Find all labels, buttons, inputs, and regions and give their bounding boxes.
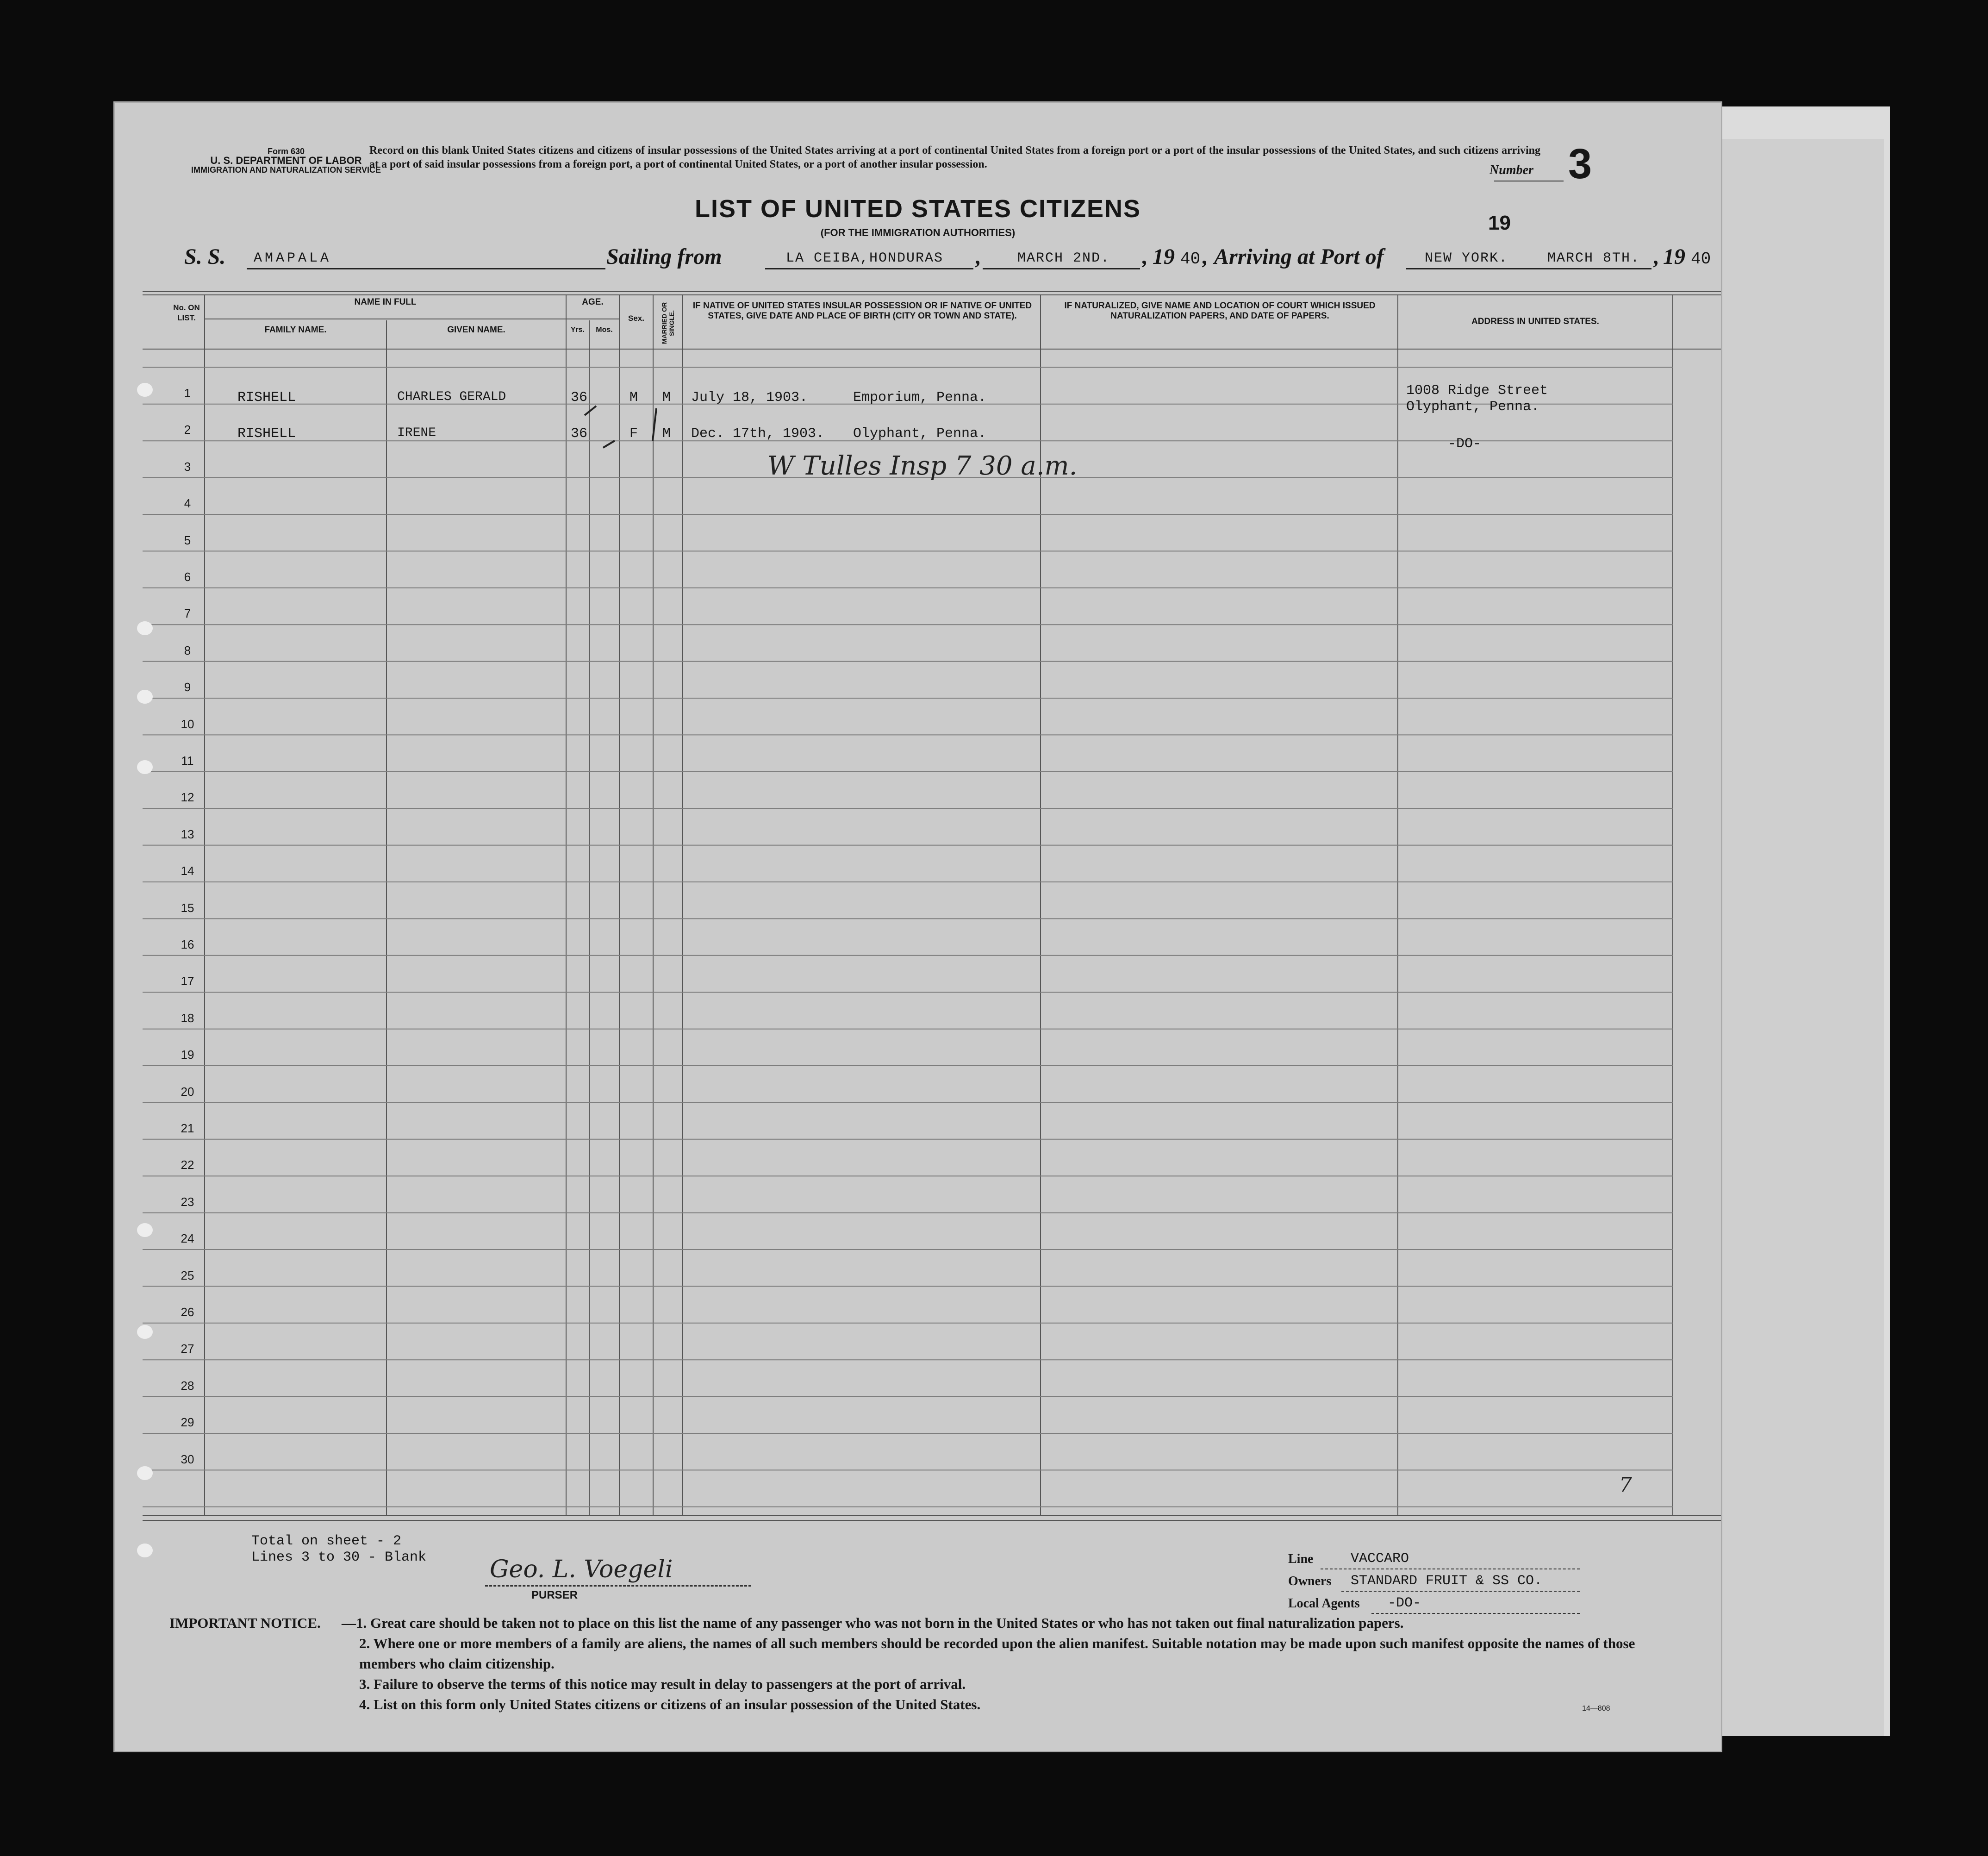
table-row-2-family: RISHELL — [237, 426, 296, 442]
row-number: 27 — [181, 1342, 194, 1356]
col-header-sex: Sex. — [628, 314, 644, 323]
row-number: 29 — [181, 1415, 194, 1430]
handwritten-tally-marks — [531, 371, 809, 455]
row-number: 24 — [181, 1231, 194, 1246]
department: U. S. DEPARTMENT OF LABOR — [210, 155, 362, 166]
row-number: 20 — [181, 1084, 194, 1099]
row-number: 22 — [181, 1158, 194, 1172]
blank-lines-note: Lines 3 to 30 - Blank — [251, 1550, 427, 1565]
instructions-text: Record on this blank United States citizens and citizens of insular possessions of the United States arriving at a port of continental United States from a foreign port or a port of the insular possessions of the United States, and such citizens arriving at a port of said insular possessions from a foreign port, a port of continental United States, or a port of another insular possession. — [369, 144, 1540, 170]
row-number: 14 — [181, 864, 194, 878]
punch-hole — [137, 1544, 153, 1557]
purser-signature: Geo. L. Voegeli — [490, 1556, 673, 1583]
col-header-married: MARRIED OR SINGLE. — [661, 302, 675, 344]
page-subtitle: (FOR THE IMMIGRATION AUTHORITIES) — [820, 227, 1016, 238]
arriving-date: MARCH 8TH. — [1547, 250, 1640, 266]
table-row-2-birth-place: Olyphant, Penna. — [853, 426, 987, 442]
punch-hole — [137, 760, 153, 774]
col-header-native: IF NATIVE OF UNITED STATES INSULAR POSSESSION OR IF NATIVE OF UNITED STATES, GIVE DATE AND PLACE OF BIRTH (CITY OR TOWN AND STATE). — [692, 301, 1032, 321]
col-header-mos: Mos. — [596, 326, 613, 334]
row-number: 4 — [184, 496, 191, 511]
arriving-label: Arriving at Port of — [1214, 244, 1384, 269]
punch-hole — [137, 690, 153, 704]
sailing-label: Sailing from — [606, 244, 722, 269]
row-number: 26 — [181, 1305, 194, 1319]
col-header-name: NAME IN FULL — [354, 297, 417, 307]
table-row-2-yrs: 36 — [571, 426, 588, 442]
owners-value: STANDARD FRUIT & SS CO. — [1351, 1573, 1543, 1589]
page-title: LIST OF UNITED STATES CITIZENS — [695, 195, 1141, 223]
col-header-no: No. ON LIST. — [173, 303, 200, 322]
table-row-2-address: -DO- — [1448, 436, 1482, 452]
row-number: 30 — [181, 1452, 194, 1466]
ss-label: S. S. — [184, 244, 226, 269]
row-number: 18 — [181, 1011, 194, 1025]
form-code: 14—808 — [1582, 1705, 1610, 1712]
purser-label: PURSER — [531, 1589, 578, 1601]
table-row-1-married: M — [662, 390, 671, 406]
table-row-2-married: M — [662, 426, 671, 442]
table-row-1-birth-place: Emporium, Penna. — [853, 390, 987, 406]
number-value: 3 — [1568, 140, 1592, 187]
punch-hole — [137, 1223, 153, 1237]
row-number: 15 — [181, 900, 194, 915]
row-number: 2 — [184, 423, 191, 437]
row-number: 9 — [184, 680, 191, 694]
col-header-given: GIVEN NAME. — [447, 325, 505, 335]
owners-underline — [1341, 1591, 1580, 1592]
row-number: 5 — [184, 533, 191, 547]
number-label: Number — [1489, 163, 1533, 177]
punch-hole — [137, 621, 153, 635]
sailing-from: LA CEIBA,HONDURAS — [786, 250, 944, 266]
notice-label: IMPORTANT NOTICE. — [169, 1615, 321, 1631]
year-mark: 19 — [1488, 212, 1511, 234]
notice-3: 3. Failure to observe the terms of this notice may result in delay to passengers at the port of arrival. — [359, 1676, 966, 1692]
row-number: 28 — [181, 1378, 194, 1393]
punch-hole — [137, 1466, 153, 1480]
row-number: 7 — [184, 606, 191, 621]
row-number: 11 — [181, 754, 194, 768]
table-row-1-address-line1: 1008 Ridge Street — [1406, 383, 1548, 399]
row-number: 6 — [184, 570, 191, 584]
agents-value: -DO- — [1388, 1595, 1421, 1611]
row-number: 10 — [181, 717, 194, 731]
row-number: 3 — [184, 459, 191, 474]
sailing-date: MARCH 2ND. — [1017, 250, 1110, 266]
table-row-2-sex: F — [629, 426, 638, 442]
col-header-yrs: Yrs. — [570, 326, 585, 334]
row-number: 17 — [181, 974, 194, 988]
table-row-1-yrs: 36 — [571, 390, 588, 406]
ledger-grid — [115, 103, 1721, 1751]
sailing-year: 40 — [1180, 250, 1201, 269]
row-number: 8 — [184, 643, 191, 657]
line-label: Line — [1288, 1552, 1314, 1566]
row-number: 1 — [184, 386, 191, 400]
row-number: 13 — [181, 827, 194, 841]
agents-label: Local Agents — [1288, 1596, 1360, 1611]
col-header-address: ADDRESS IN UNITED STATES. — [1471, 317, 1599, 326]
arriving-year: 40 — [1691, 250, 1711, 269]
row-number: 23 — [181, 1194, 194, 1209]
col-header-naturalized: IF NATURALIZED, GIVE NAME AND LOCATION OF COURT WHICH ISSUED NATURALIZATION PAPERS, AND DATE OF PAPERS. — [1064, 301, 1376, 321]
col-header-family: FAMILY NAME. — [264, 325, 327, 335]
punch-hole — [137, 1325, 153, 1339]
voyage-line: S. S. AMAPALA Sailing from LA CEIBA,HONDURAS , MARCH 2ND. , 19 40 , Arriving at Port of NEW YORK. MARCH 8TH. , 19 40 — [184, 244, 1711, 269]
owners-label: Owners — [1288, 1574, 1332, 1588]
manifest-sheet — [115, 103, 1721, 1751]
punch-hole — [137, 383, 153, 397]
sailing-year-prefix: 19 — [1153, 244, 1175, 269]
total-on-sheet: Total on sheet - 2 — [251, 1533, 402, 1549]
notice-1: —1. Great care should be taken not to place on this list the name of any passenger who was not born in the United States or who has not taken out final naturalization papers. — [342, 1615, 1404, 1631]
row-number: 16 — [181, 937, 194, 951]
line-value: VACCARO — [1351, 1551, 1409, 1567]
row-number: 21 — [181, 1121, 194, 1135]
table-row-1-birth-date: July 18, 1903. — [691, 390, 808, 406]
table-row-1-address-line2: Olyphant, Penna. — [1406, 399, 1540, 415]
arriving-year-prefix: 19 — [1663, 244, 1685, 269]
inspector-note: W Tulles Insp 7 30 a.m. — [767, 451, 1078, 481]
corner-mark: 7 — [1619, 1473, 1632, 1497]
row-number: 25 — [181, 1268, 194, 1282]
row-number: 19 — [181, 1048, 194, 1062]
form-number: Form 630 — [267, 147, 305, 156]
signature-line — [485, 1585, 751, 1587]
col-header-age: AGE. — [582, 297, 604, 307]
table-row-1-family: RISHELL — [237, 390, 296, 406]
notice-4: 4. List on this form only United States citizens or citizens of an insular possession of the United States. — [359, 1696, 981, 1712]
row-number: 12 — [181, 790, 194, 805]
arriving-port: NEW YORK. — [1425, 250, 1508, 266]
service: IMMIGRATION AND NATURALIZATION SERVICE — [191, 165, 381, 175]
table-row-2-given: IRENE — [397, 426, 436, 440]
table-row-1-sex: M — [629, 390, 638, 406]
notice-2: 2. Where one or more members of a family are aliens, the names of all such members should be recorded upon the alien manifest. Suitable notation may be made upon such manifest opposite the names of those members who claim citizenship. — [359, 1635, 1635, 1672]
table-row-2-birth-date: Dec. 17th, 1903. — [691, 426, 825, 442]
ship-name: AMAPALA — [254, 250, 332, 266]
table-row-1-given: CHARLES GERALD — [397, 390, 506, 404]
